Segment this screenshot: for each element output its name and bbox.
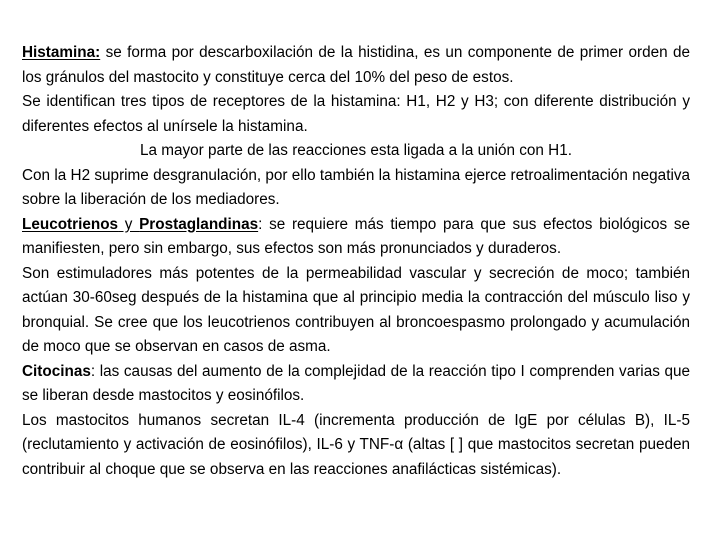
- paragraph-citocinas: [22, 360, 690, 409]
- paragraph-leucotrienos: [22, 213, 690, 262]
- paragraph-receptores: [22, 90, 690, 139]
- paragraph-text: Los mastocitos humanos secretan IL-4 (incrementa producción de IgE por células B), IL-5 (reclutamiento y activación de eosinófilos), IL-6 y TNF-α (altas [ ] que mastocitos secretan pueden contribuir al choque que se observa en las reacciones anafilácticas sistémicas).: [22, 411, 690, 478]
- paragraph-estimuladores: [22, 262, 690, 360]
- document-body: [22, 41, 690, 482]
- paragraph-text: Con la H2 suprime desgranulación, por ello también la histamina ejerce retroalimentación negativa sobre la liberación de los mediadores.: [22, 166, 690, 208]
- paragraph-text: Son estimuladores más potentes de la permeabilidad vascular y secreción de moco; también actúan 30-60seg después de la histamina que al principio media la contracción del músculo liso y bronquial. Se cree que los leucotrienos contribuyen al broncoespasmo prolongado y acumulación de moco que se observan en casos de asma.: [22, 264, 690, 355]
- term-citocinas: Citocinas: [22, 362, 91, 380]
- paragraph-text: : las causas del aumento de la complejidad de la reacción tipo I comprenden varias que se liberan desde mastocitos y eosinófilos.: [22, 362, 690, 404]
- paragraph-text: se forma por descarboxilación de la histidina, es un componente de primer orden de los gránulos del mastocito y constituye cerca del 10% del peso de estos.: [22, 44, 690, 86]
- paragraph-histamina: [22, 41, 690, 90]
- term-prostaglandinas: Prostaglandinas: [139, 215, 259, 233]
- term-joiner: y: [118, 215, 140, 233]
- paragraph-text: La mayor parte de las reacciones esta ligada a la unión con H1.: [140, 142, 572, 159]
- term-leucotrienos: Leucotrienos: [22, 215, 119, 233]
- paragraph-h1: [22, 139, 690, 164]
- paragraph-text: Se identifican tres tipos de receptores de la histamina: H1, H2 y H3; con diferente distribución y diferentes efectos al unírsele la histamina.: [22, 93, 690, 135]
- paragraph-text: : se requiere más tiempo para que sus efectos biológicos se manifiesten, pero sin embargo, sus efectos son más pronunciados y duraderos.: [22, 215, 690, 257]
- paragraph-h2: [22, 164, 690, 213]
- term-histamina: Histamina:: [22, 44, 101, 61]
- paragraph-mastocitos: [22, 409, 690, 483]
